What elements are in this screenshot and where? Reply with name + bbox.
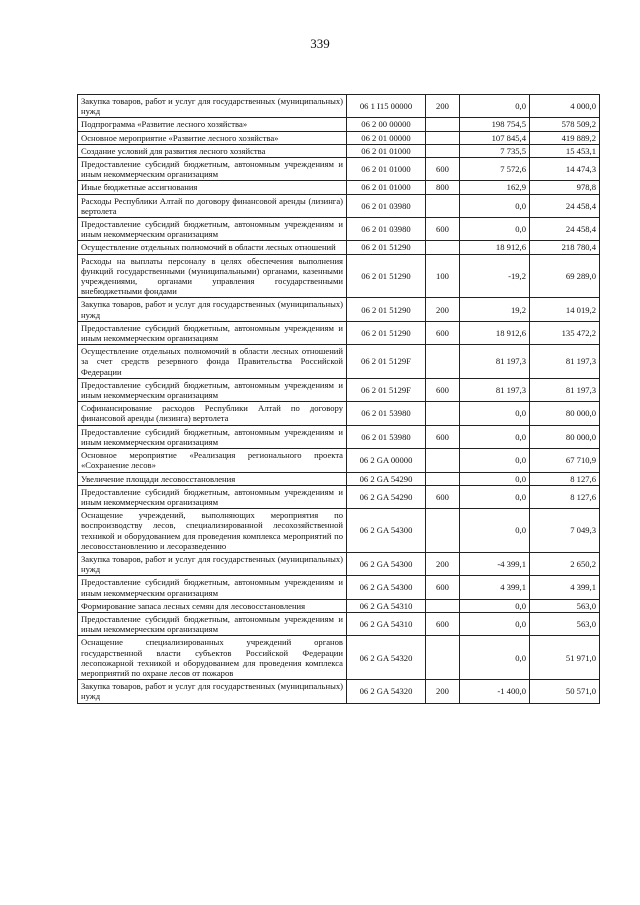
row-target-code: 06 2 01 51290 bbox=[347, 241, 426, 254]
table-row bbox=[78, 378, 600, 401]
row-target-code: 06 2 01 01000 bbox=[347, 144, 426, 157]
row-amount-change: 0,0 bbox=[460, 472, 530, 485]
row-description: Предоставление субсидий бюджетным, автономным учреждениям и иным некоммерческим организациям bbox=[78, 425, 347, 448]
row-amount-total: 135 472,2 bbox=[530, 321, 600, 344]
row-amount-total: 2 650,2 bbox=[530, 552, 600, 575]
row-expense-type bbox=[426, 144, 460, 157]
table-row bbox=[78, 552, 600, 575]
row-amount-total: 24 458,4 bbox=[530, 218, 600, 241]
row-expense-type: 200 bbox=[426, 552, 460, 575]
row-target-code: 06 2 01 5129F bbox=[347, 345, 426, 379]
row-description: Осуществление отдельных полномочий в области лесных отношений bbox=[78, 241, 347, 254]
row-amount-change: -19,2 bbox=[460, 254, 530, 298]
row-amount-change: 198 754,5 bbox=[460, 118, 530, 131]
row-description: Основное мероприятие «Реализация регионального проекта «Сохранение лесов» bbox=[78, 449, 347, 472]
row-amount-change: 7 735,5 bbox=[460, 144, 530, 157]
row-amount-total: 563,0 bbox=[530, 612, 600, 635]
table-row bbox=[78, 194, 600, 217]
table-row bbox=[78, 144, 600, 157]
row-description: Предоставление субсидий бюджетным, автономным учреждениям и иным некоммерческим организациям bbox=[78, 158, 347, 181]
row-expense-type bbox=[426, 509, 460, 553]
table-row bbox=[78, 298, 600, 321]
row-description: Оснащение специализированных учреждений органов государственной власти субъектов Российской Федерации лесопожарной техникой и оборудованием для проведения комплекса мероприятий по охране лесов от пожаров bbox=[78, 636, 347, 680]
row-amount-total: 7 049,3 bbox=[530, 509, 600, 553]
row-amount-change: 0,0 bbox=[460, 599, 530, 612]
row-expense-type bbox=[426, 599, 460, 612]
table-row bbox=[78, 680, 600, 703]
row-amount-change: 19,2 bbox=[460, 298, 530, 321]
row-amount-total: 24 458,4 bbox=[530, 194, 600, 217]
row-target-code: 06 2 GA 54320 bbox=[347, 680, 426, 703]
table-row bbox=[78, 321, 600, 344]
table-row bbox=[78, 636, 600, 680]
row-amount-change: 107 845,4 bbox=[460, 131, 530, 144]
row-amount-total: 4 399,1 bbox=[530, 576, 600, 599]
row-expense-type: 600 bbox=[426, 218, 460, 241]
row-amount-total: 218 780,4 bbox=[530, 241, 600, 254]
row-target-code: 06 2 01 03980 bbox=[347, 218, 426, 241]
row-target-code: 06 2 01 51290 bbox=[347, 321, 426, 344]
row-target-code: 06 1 I15 00000 bbox=[347, 95, 426, 118]
row-expense-type: 600 bbox=[426, 425, 460, 448]
row-expense-type: 100 bbox=[426, 254, 460, 298]
row-target-code: 06 2 GA 54310 bbox=[347, 599, 426, 612]
row-target-code: 06 2 GA 54310 bbox=[347, 612, 426, 635]
table-row bbox=[78, 131, 600, 144]
row-expense-type: 600 bbox=[426, 321, 460, 344]
row-target-code: 06 2 GA 00000 bbox=[347, 449, 426, 472]
table-row bbox=[78, 449, 600, 472]
row-amount-change: 0,0 bbox=[460, 194, 530, 217]
row-expense-type bbox=[426, 241, 460, 254]
row-expense-type bbox=[426, 636, 460, 680]
row-description: Предоставление субсидий бюджетным, автономным учреждениям и иным некоммерческим организациям bbox=[78, 612, 347, 635]
row-amount-total: 67 710,9 bbox=[530, 449, 600, 472]
row-description: Создание условий для развития лесного хозяйства bbox=[78, 144, 347, 157]
row-description: Осуществление отдельных полномочий в области лесных отношений за счет средств резервного фонда Правительства Российской Федерации bbox=[78, 345, 347, 379]
row-description: Основное мероприятие «Развитие лесного хозяйства» bbox=[78, 131, 347, 144]
row-target-code: 06 2 01 51290 bbox=[347, 254, 426, 298]
row-expense-type: 600 bbox=[426, 378, 460, 401]
table-row bbox=[78, 181, 600, 194]
row-description: Софинансирование расходов Республики Алтай по договору финансовой аренды (лизинга) вертолета bbox=[78, 402, 347, 425]
row-amount-change: 0,0 bbox=[460, 636, 530, 680]
budget-table bbox=[77, 94, 600, 704]
row-expense-type: 600 bbox=[426, 576, 460, 599]
row-target-code: 06 2 GA 54320 bbox=[347, 636, 426, 680]
row-amount-change: -1 400,0 bbox=[460, 680, 530, 703]
row-amount-total: 81 197,3 bbox=[530, 378, 600, 401]
row-amount-total: 8 127,6 bbox=[530, 472, 600, 485]
row-target-code: 06 2 01 53980 bbox=[347, 402, 426, 425]
row-expense-type bbox=[426, 472, 460, 485]
table-row bbox=[78, 472, 600, 485]
row-amount-change: 0,0 bbox=[460, 425, 530, 448]
row-description: Подпрограмма «Развитие лесного хозяйства» bbox=[78, 118, 347, 131]
row-expense-type bbox=[426, 402, 460, 425]
table-row bbox=[78, 509, 600, 553]
row-description: Оснащение учреждений, выполняющих мероприятия по воспроизводству лесов, специализированной лесохозяйственной техникой и оборудованием для проведения комплекса мероприятий по лесовосстановлению и лесоразведению bbox=[78, 509, 347, 553]
row-amount-change: 0,0 bbox=[460, 612, 530, 635]
row-expense-type: 200 bbox=[426, 95, 460, 118]
row-description: Увеличение площади лесовосстановления bbox=[78, 472, 347, 485]
row-description: Формирование запаса лесных семян для лесовосстановления bbox=[78, 599, 347, 612]
row-expense-type: 800 bbox=[426, 181, 460, 194]
row-amount-change: 0,0 bbox=[460, 509, 530, 553]
budget-table-body bbox=[78, 95, 600, 704]
row-amount-change: 81 197,3 bbox=[460, 345, 530, 379]
row-amount-change: 0,0 bbox=[460, 402, 530, 425]
row-target-code: 06 2 01 01000 bbox=[347, 181, 426, 194]
row-expense-type: 600 bbox=[426, 612, 460, 635]
row-target-code: 06 2 01 5129F bbox=[347, 378, 426, 401]
row-amount-total: 51 971,0 bbox=[530, 636, 600, 680]
table-row bbox=[78, 95, 600, 118]
row-target-code: 06 2 01 53980 bbox=[347, 425, 426, 448]
row-amount-total: 69 289,0 bbox=[530, 254, 600, 298]
row-expense-type bbox=[426, 345, 460, 379]
row-description: Закупка товаров, работ и услуг для государственных (муниципальных) нужд bbox=[78, 552, 347, 575]
table-row bbox=[78, 345, 600, 379]
row-target-code: 06 2 01 01000 bbox=[347, 158, 426, 181]
row-amount-change: -4 399,1 bbox=[460, 552, 530, 575]
row-expense-type: 600 bbox=[426, 485, 460, 508]
row-description: Расходы на выплаты персоналу в целях обеспечения выполнения функций государственными (муниципальными) органами, казенными учреждениями, органами управления государственными внебюджетными фондами bbox=[78, 254, 347, 298]
row-amount-change: 0,0 bbox=[460, 485, 530, 508]
row-amount-change: 18 912,6 bbox=[460, 321, 530, 344]
row-amount-total: 81 197,3 bbox=[530, 345, 600, 379]
row-amount-total: 14 019,2 bbox=[530, 298, 600, 321]
table-row bbox=[78, 158, 600, 181]
row-expense-type bbox=[426, 118, 460, 131]
row-description: Закупка товаров, работ и услуг для государственных (муниципальных) нужд bbox=[78, 95, 347, 118]
row-description: Закупка товаров, работ и услуг для государственных (муниципальных) нужд bbox=[78, 298, 347, 321]
row-amount-total: 50 571,0 bbox=[530, 680, 600, 703]
table-row bbox=[78, 402, 600, 425]
row-amount-total: 978,8 bbox=[530, 181, 600, 194]
row-description: Иные бюджетные ассигнования bbox=[78, 181, 347, 194]
table-row bbox=[78, 118, 600, 131]
row-amount-total: 419 889,2 bbox=[530, 131, 600, 144]
row-amount-total: 563,0 bbox=[530, 599, 600, 612]
table-row bbox=[78, 485, 600, 508]
row-amount-change: 4 399,1 bbox=[460, 576, 530, 599]
row-target-code: 06 2 01 51290 bbox=[347, 298, 426, 321]
row-target-code: 06 2 01 00000 bbox=[347, 131, 426, 144]
row-amount-change: 7 572,6 bbox=[460, 158, 530, 181]
row-expense-type bbox=[426, 449, 460, 472]
row-description: Предоставление субсидий бюджетным, автономным учреждениям и иным некоммерческим организациям bbox=[78, 576, 347, 599]
row-target-code: 06 2 GA 54300 bbox=[347, 552, 426, 575]
table-row bbox=[78, 425, 600, 448]
row-amount-total: 4 000,0 bbox=[530, 95, 600, 118]
row-amount-total: 80 000,0 bbox=[530, 425, 600, 448]
row-amount-change: 81 197,3 bbox=[460, 378, 530, 401]
row-amount-change: 0,0 bbox=[460, 95, 530, 118]
table-row bbox=[78, 254, 600, 298]
row-description: Предоставление субсидий бюджетным, автономным учреждениям и иным некоммерческим организациям bbox=[78, 218, 347, 241]
table-row bbox=[78, 241, 600, 254]
row-description: Закупка товаров, работ и услуг для государственных (муниципальных) нужд bbox=[78, 680, 347, 703]
table-row bbox=[78, 576, 600, 599]
row-expense-type bbox=[426, 131, 460, 144]
row-description: Предоставление субсидий бюджетным, автономным учреждениям и иным некоммерческим организациям bbox=[78, 321, 347, 344]
row-target-code: 06 2 01 03980 bbox=[347, 194, 426, 217]
row-amount-change: 0,0 bbox=[460, 218, 530, 241]
row-target-code: 06 2 GA 54300 bbox=[347, 576, 426, 599]
row-target-code: 06 2 GA 54290 bbox=[347, 472, 426, 485]
row-target-code: 06 2 GA 54300 bbox=[347, 509, 426, 553]
row-amount-total: 578 509,2 bbox=[530, 118, 600, 131]
page-number: 339 bbox=[310, 36, 330, 51]
row-amount-total: 80 000,0 bbox=[530, 402, 600, 425]
row-amount-total: 8 127,6 bbox=[530, 485, 600, 508]
row-description: Расходы Республики Алтай по договору финансовой аренды (лизинга) вертолета bbox=[78, 194, 347, 217]
row-amount-change: 162,9 bbox=[460, 181, 530, 194]
row-expense-type: 200 bbox=[426, 680, 460, 703]
row-amount-total: 14 474,3 bbox=[530, 158, 600, 181]
table-row bbox=[78, 599, 600, 612]
table-row bbox=[78, 218, 600, 241]
row-amount-change: 18 912,6 bbox=[460, 241, 530, 254]
row-expense-type bbox=[426, 194, 460, 217]
row-target-code: 06 2 GA 54290 bbox=[347, 485, 426, 508]
row-amount-change: 0,0 bbox=[460, 449, 530, 472]
row-amount-total: 15 453,1 bbox=[530, 144, 600, 157]
table-row bbox=[78, 612, 600, 635]
row-description: Предоставление субсидий бюджетным, автономным учреждениям и иным некоммерческим организациям bbox=[78, 378, 347, 401]
row-description: Предоставление субсидий бюджетным, автономным учреждениям и иным некоммерческим организациям bbox=[78, 485, 347, 508]
row-expense-type: 200 bbox=[426, 298, 460, 321]
row-expense-type: 600 bbox=[426, 158, 460, 181]
row-target-code: 06 2 00 00000 bbox=[347, 118, 426, 131]
